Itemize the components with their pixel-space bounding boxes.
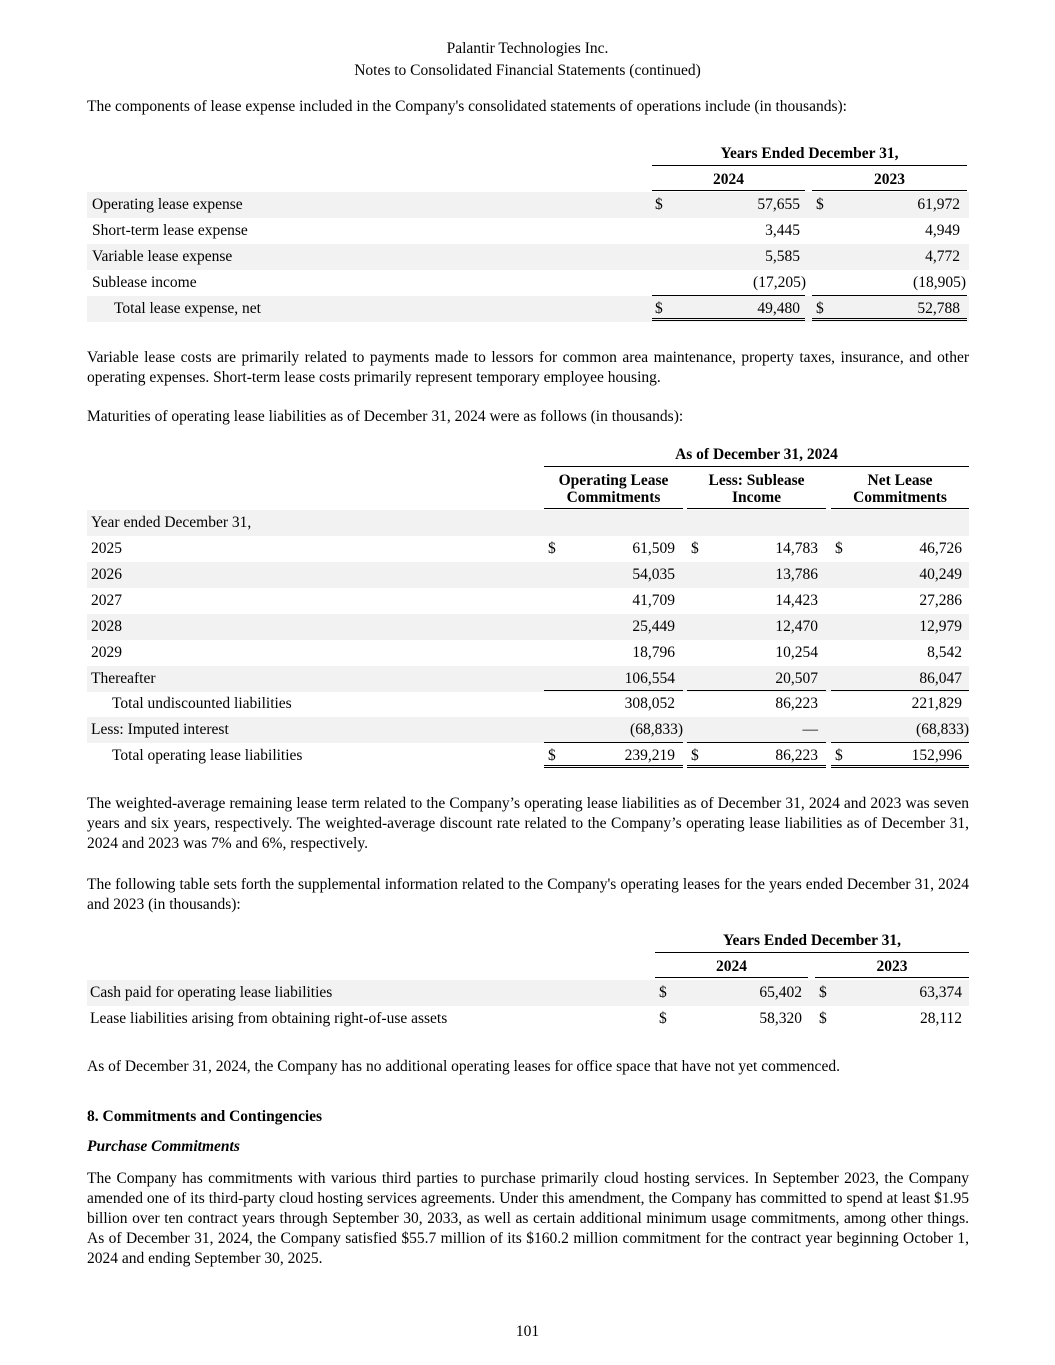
table-row: Thereafter: [91, 670, 156, 687]
col-operating-lease-commitments: Operating Lease Commitments: [558, 472, 669, 506]
weighted-average-paragraph: The weighted-average remaining lease term related to the Company’s operating lease liabilities as of December 31, 2024 and 2023 was seven years and six years, respectively. The weighted-average discount rate related to the Company’s operating lease liabilities as of December 31, 2024 and 2023 was 7% and 6%, respectively.: [87, 795, 969, 852]
table-row: Operating lease expense: [92, 196, 243, 213]
section-heading: 8. Commitments and Contingencies: [87, 1108, 323, 1125]
col-net-lease-commitments: Net Lease Commitments: [853, 472, 947, 506]
table3-group-header: Years Ended December 31,: [723, 932, 901, 949]
table-row: 2026: [91, 566, 122, 583]
table-row: 2025: [91, 540, 122, 557]
table2-group-header: As of December 31, 2024: [675, 446, 838, 463]
table-row: Sublease income: [92, 274, 197, 291]
company-name: Palantir Technologies Inc.: [446, 40, 609, 57]
table3-col-2024: 2024: [716, 958, 747, 975]
table-row: 2027: [91, 592, 122, 609]
supplemental-intro: The following table sets forth the supplemental information related to the Company's operating leases for the years ended December 31, 2024 and 2023 (in thousands):: [87, 876, 969, 913]
table-row: Less: Imputed interest: [91, 721, 229, 738]
variable-lease-paragraph: Variable lease costs are primarily related to payments made to lessors for common area maintenance, property taxes, insurance, and other operating expenses. Short-term lease costs primarily represent temporary employee housing.: [87, 349, 969, 386]
table-row: Cash paid for operating lease liabilities: [90, 984, 333, 1001]
table-row-total: Total lease expense, net: [114, 300, 261, 317]
page-subtitle: Notes to Consolidated Financial Statements (continued): [354, 62, 701, 79]
table-row-total: Total operating lease liabilities: [112, 747, 303, 764]
table-row: 2028: [91, 618, 122, 635]
intro-lease-expense: The components of lease expense included in the Company's consolidated statements of operations include (in thousands):: [87, 98, 847, 115]
table-row: Short-term lease expense: [92, 222, 248, 239]
table-row: Variable lease expense: [92, 248, 233, 265]
table-row: Lease liabilities arising from obtaining right-of-use assets: [90, 1010, 448, 1027]
table1-col-2024: 2024: [713, 171, 744, 188]
col-less-sublease-income: Less: Sublease Income: [708, 472, 805, 506]
table3-col-2023: 2023: [876, 958, 908, 975]
maturities-intro: Maturities of operating lease liabilities as of December 31, 2024 were as follows (in thousands):: [87, 408, 684, 425]
table-row-subtotal: Total undiscounted liabilities: [112, 695, 292, 712]
purchase-commitments-paragraph: The Company has commitments with various third parties to purchase primarily cloud hosting services. In September 2023, the Company amended one of its third-party cloud hosting services agreements. Under this amendment, the Company has committed to spend at least $1.95 billion over ten contract years through September 30, 2033, as well as certain additional minimum usage commitments, among other things. As of December 31, 2024, the Company satisfied $55.7 million of its $160.2 million commitment for the contract year beginning October 1, 2024 and ending September 30, 2025.: [87, 1170, 969, 1267]
section-label: Year ended December 31,: [91, 514, 252, 531]
subsection-heading: Purchase Commitments: [87, 1138, 240, 1155]
table1-group-header: Years Ended December 31,: [720, 145, 899, 162]
no-additional-leases-paragraph: As of December 31, 2024, the Company has no additional operating leases for office space that have not yet commenced.: [87, 1058, 840, 1075]
table1-col-2023: 2023: [874, 171, 905, 188]
page-number: 101: [515, 1323, 540, 1340]
table-row: 2029: [91, 644, 122, 661]
